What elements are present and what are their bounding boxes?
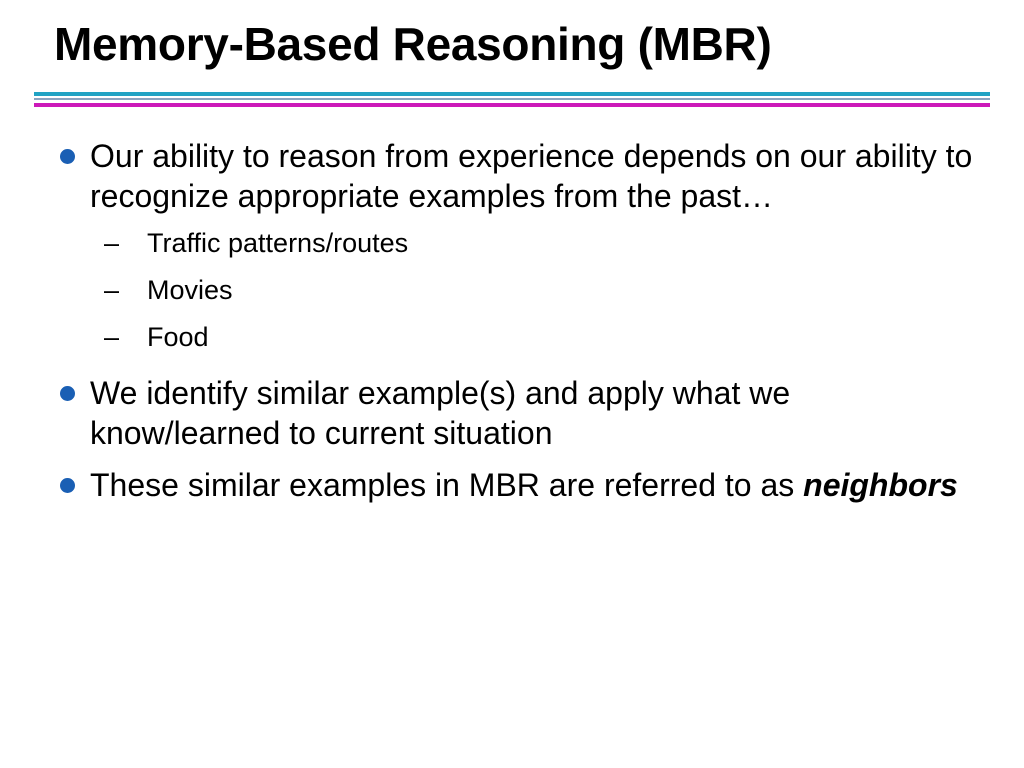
sub-bullet-text: Traffic patterns/routes — [147, 228, 409, 258]
dash-icon: – — [104, 322, 120, 352]
bullet-dot-icon — [60, 386, 75, 401]
bullet-dot-icon — [60, 149, 75, 164]
bullet-list — [56, 136, 986, 505]
title-rule-top — [34, 92, 990, 96]
bullet-item — [56, 465, 986, 505]
dash-icon: – — [104, 228, 120, 258]
bullet-item — [56, 136, 986, 361]
sub-bullet-text: Movies — [147, 275, 233, 305]
bullet-item — [56, 373, 986, 453]
emphasized-term: neighbors — [803, 467, 958, 503]
sub-bullet-item — [90, 267, 986, 314]
slide-title: Memory-Based Reasoning (MBR) — [54, 18, 772, 70]
dash-icon: – — [104, 275, 120, 305]
sub-bullet-list — [90, 220, 986, 361]
title-rule-bottom — [34, 103, 990, 107]
bullet-text: These similar examples in MBR are referred to as — [90, 467, 795, 503]
sub-bullet-text: Food — [147, 322, 209, 352]
bullet-text: Our ability to reason from experience depends on our ability to recognize appropriate examples from the past… — [90, 138, 973, 214]
title-rule-middle — [34, 98, 990, 100]
sub-bullet-item — [90, 220, 986, 267]
bullet-text: We identify similar example(s) and apply what we know/learned to current situation — [90, 375, 791, 451]
bullet-dot-icon — [60, 478, 75, 493]
sub-bullet-item — [90, 314, 986, 361]
